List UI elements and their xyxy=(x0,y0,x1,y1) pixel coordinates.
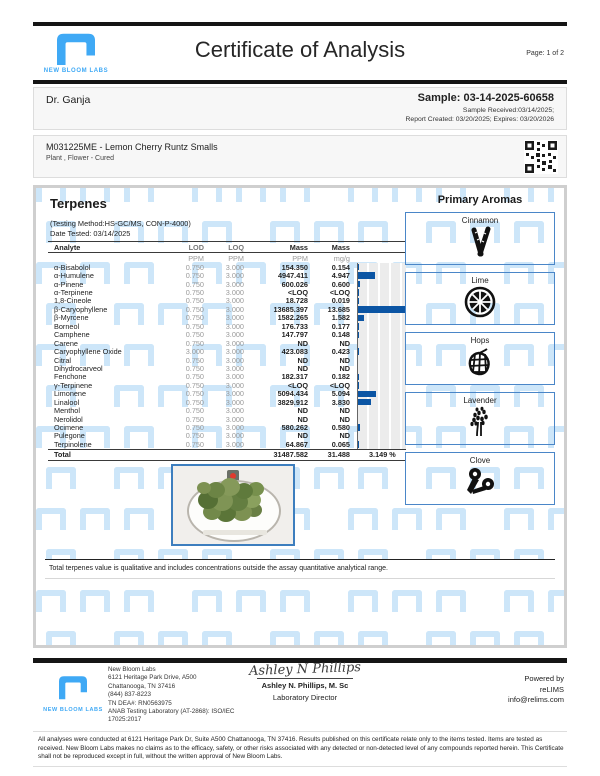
powered-by-label: Powered by xyxy=(524,674,564,683)
table-units-row: PPM PPM PPM mg/g xyxy=(188,253,350,263)
lab-address-block: New Bloom Labs 6121 Heritage Park Drive, A500 Chattanooga, TN 37416 (844) 837-8223 TN DEA#: RN0563975 ANAB Testing Laboratory (AT-2868): ISO/IEC 17025:2017 xyxy=(108,666,235,724)
powered-by-email: info@relims.com xyxy=(508,695,564,704)
total-label: Total xyxy=(54,450,71,460)
dish-label xyxy=(203,530,267,535)
mass-bar xyxy=(357,263,406,271)
disclaimer-rule-bottom xyxy=(33,766,567,767)
signature-block xyxy=(238,662,372,702)
col-mass-ppm: Mass xyxy=(289,242,308,252)
signer-name: Ashley N. Phillips, M. Sc xyxy=(261,681,349,690)
mass-bar xyxy=(357,415,406,423)
table-row: β-Myrcene 0.750 3.000 1582.265 1.582 xyxy=(48,314,406,322)
client-name: Dr. Ganja xyxy=(46,94,91,106)
cannabis-buds xyxy=(197,482,211,494)
table-row: Nerolidol 0.750 3.000 ND ND xyxy=(48,415,406,423)
top-rule xyxy=(33,22,567,26)
sample-photo xyxy=(171,464,295,546)
col-analyte: Analyte xyxy=(54,242,81,252)
table-row: α-Humulene 0.750 3.000 4947.411 4.947 xyxy=(48,271,406,279)
testing-method: (Testing Method:HS-GC/MS, CON-P-4000) xyxy=(50,219,191,228)
powered-by-block xyxy=(508,674,564,706)
table-row: γ-Terpinene 0.750 3.000 <LOQ <LOQ xyxy=(48,381,406,389)
table-row: Fenchone 0.750 3.000 182.317 0.182 xyxy=(48,373,406,381)
mass-bar xyxy=(357,322,406,330)
table-row: Ocimene 0.750 3.000 580.262 0.580 xyxy=(48,423,406,431)
table-row: Terpinolene 0.750 3.000 64.867 0.065 xyxy=(48,440,406,448)
table-row: 1,8-Cineole 0.750 3.000 18.728 0.019 xyxy=(48,297,406,305)
red-dot xyxy=(230,473,236,479)
mass-bar xyxy=(357,406,406,414)
cinnamon-icon xyxy=(406,226,554,263)
mass-bar xyxy=(357,364,406,372)
table-row: Menthol 0.750 3.000 ND ND xyxy=(48,406,406,414)
table-row: Caryophyllene Oxide 3.000 3.000 423.083 0.423 xyxy=(48,347,406,355)
mass-bar xyxy=(357,440,406,448)
signature-script: Ashley N Phillips xyxy=(248,660,362,679)
qr-code-icon xyxy=(524,140,558,179)
powered-by-name: reLIMS xyxy=(539,684,564,694)
new-bloom-labs-footer-logo-icon xyxy=(55,687,91,704)
aroma-box-cinnamon: Cinnamon xyxy=(405,212,555,265)
terpenes-table xyxy=(48,241,406,461)
clove-icon xyxy=(406,466,554,503)
table-row: Citral 0.750 3.000 ND ND xyxy=(48,356,406,364)
table-total-row xyxy=(48,449,406,461)
mass-bar xyxy=(357,373,406,381)
table-row: Dihydrocarveol 0.750 3.000 ND ND xyxy=(48,364,406,372)
mass-bar xyxy=(357,288,406,296)
disclaimer-rule-top xyxy=(33,731,567,732)
terpenes-footnote: Total terpenes value is qualitative and includes concentrations outside the assay quantitative analytical range. xyxy=(45,559,555,579)
mass-bar xyxy=(357,280,406,288)
table-row: Linalool 0.750 3.000 3829.912 3.830 xyxy=(48,398,406,406)
logo-wordmark: NEW BLOOM LABS xyxy=(43,68,109,74)
terpenes-section-title: Terpenes xyxy=(50,196,107,211)
total-ppm: 31487.582 xyxy=(273,450,308,460)
table-row: Pulegone 0.750 3.000 ND ND xyxy=(48,432,406,440)
hops-icon xyxy=(406,346,554,383)
signer-title: Laboratory Director xyxy=(272,693,338,702)
table-row: Limonene 0.750 3.000 5094.434 5.094 xyxy=(48,390,406,398)
mass-bar xyxy=(357,339,406,347)
table-row: β-Caryophyllene 0.750 3.000 13685.397 13.685 xyxy=(48,305,406,313)
aroma-box-lime: Lime xyxy=(405,272,555,325)
mass-bar xyxy=(357,314,406,322)
lime-icon xyxy=(406,286,554,323)
report-dates: Report Created: 03/20/2025; Expires: 03/20/2026 xyxy=(405,116,554,123)
disclaimer-text: All analyses were conducted at 6121 Heritage Park Dr, Suite A500 Chattanooga, TN 37416. Results published on this certificate relate only to the items tested. Items are tested as received. New Bloom Labs makes no claims as to the efficacy, safety, or other risks associated with any detected or non-detected level of any compounds reported herein. This Certificate shall not be reproduced except in full, without the written approval of New Bloom Labs. xyxy=(38,736,564,761)
page-number: Page: 1 of 2 xyxy=(526,50,564,57)
aroma-box-clove: Clove xyxy=(405,452,555,505)
mass-bar xyxy=(357,271,406,279)
sample-number: Sample: 03-14-2025-60658 xyxy=(417,92,554,104)
mass-bar xyxy=(357,356,406,364)
table-row: Camphene 0.750 3.000 147.797 0.148 xyxy=(48,331,406,339)
footer-logo xyxy=(40,672,106,713)
date-tested: Date Tested: 03/14/2025 xyxy=(50,229,131,238)
mass-bar xyxy=(357,305,406,313)
total-percent: 3.149 % xyxy=(369,450,396,460)
mass-bar xyxy=(357,347,406,355)
product-box xyxy=(33,135,567,178)
product-type: Plant , Flower - Cured xyxy=(46,155,115,162)
total-mgg: 31.488 xyxy=(327,450,350,460)
col-mass-mgg: Mass xyxy=(331,242,350,252)
table-row: α-Terpinene 0.750 3.000 <LOQ <LOQ xyxy=(48,288,406,296)
aroma-box-lavender: Lavender xyxy=(405,392,555,445)
table-row: α-Pinene 0.750 3.000 600.026 0.600 xyxy=(48,280,406,288)
header-rule xyxy=(33,80,567,84)
page-title: Certificate of Analysis xyxy=(194,37,406,62)
sample-received: Sample Received:03/14/2025; xyxy=(462,107,554,114)
col-loq: LOQ xyxy=(228,242,244,252)
mass-bar xyxy=(357,432,406,440)
lavender-icon xyxy=(406,406,554,443)
product-name: M031225ME - Lemon Cherry Runtz Smalls xyxy=(46,142,218,152)
mass-bar xyxy=(357,423,406,431)
col-lod: LOD xyxy=(188,242,204,252)
primary-aromas-title: Primary Aromas xyxy=(437,194,523,206)
mass-bar xyxy=(357,331,406,339)
aroma-box-hops: Hops xyxy=(405,332,555,385)
mass-bar xyxy=(357,381,406,389)
client-sample-box xyxy=(33,87,567,130)
table-row: Carene 0.750 3.000 ND ND xyxy=(48,339,406,347)
mass-bar xyxy=(357,390,406,398)
footer-logo-wordmark: NEW BLOOM LABS xyxy=(43,707,103,713)
terpenes-panel xyxy=(33,185,567,648)
mass-bar xyxy=(357,398,406,406)
primary-aromas-panel xyxy=(405,194,555,512)
table-row: α-Bisabolol 0.750 3.000 154.350 0.154 xyxy=(48,263,406,271)
mass-bar xyxy=(357,297,406,305)
table-row: Borneol 0.750 3.000 176.733 0.177 xyxy=(48,322,406,330)
table-header-row xyxy=(48,241,406,253)
